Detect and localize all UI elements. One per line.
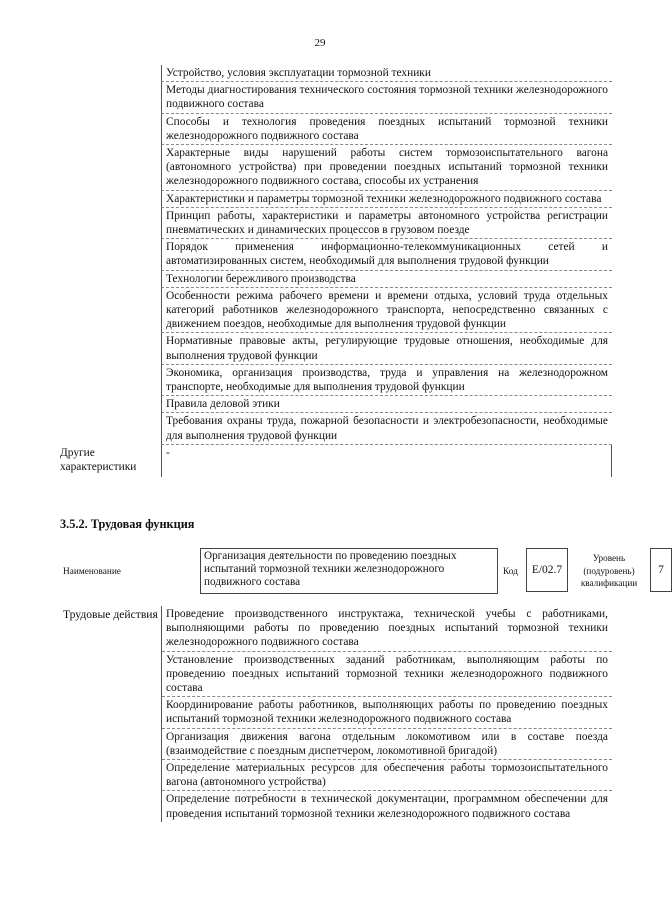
page-number: 29 xyxy=(314,37,326,49)
knowledge-item: Порядок применения информационно-телекоммуникационных сетей и автоматизированных систем, необходимый для выполнения трудовой функции xyxy=(161,239,612,270)
function-name: Организация деятельности по проведению поездных испытаний тормозной техники железнодорожного подвижного состава xyxy=(200,548,498,594)
name-label: Наименование xyxy=(63,567,121,577)
knowledge-item: Экономика, организация производства, труда и управления на железнодорожном транспорте, необходимые для выполнения трудовой функции xyxy=(161,365,612,396)
knowledge-item: Правила деловой этики xyxy=(161,396,612,413)
function-header xyxy=(60,546,664,594)
labor-action-item: Координирование работы работников, выполняющих работы по проведению поездных испытаний тормозной техники железнодорожного подвижного состава xyxy=(162,697,612,728)
other-characteristics-value: - xyxy=(161,445,612,477)
qualification-level-label: Уровень (подуровень) квалификации xyxy=(580,553,638,588)
knowledge-item: Способы и технология проведения поездных испытаний тормозной техники железнодорожного подвижного состава xyxy=(161,114,612,145)
labor-action-item: Организация движения вагона отдельным локомотивом или в составе поезда (взаимодействие с поездным диспетчером, локомотивной бригадой) xyxy=(162,729,612,760)
knowledge-item: Технологии бережливого производства xyxy=(161,271,612,288)
labor-actions-table xyxy=(60,606,612,822)
qualification-level-value: 7 xyxy=(650,548,672,592)
knowledge-item: Методы диагностирования технического состояния тормозной техники железнодорожного подвижного состава xyxy=(161,82,612,113)
knowledge-item: Характерные виды нарушений работы систем тормозоиспытательного вагона (автономного устройства) при проведении поездных испытаний тормозной техники железнодорожного подвижного состава, способы их устранения xyxy=(161,145,612,191)
labor-action-item: Определение материальных ресурсов для обеспечения работы тормозоиспытательного вагона (автономного устройства) xyxy=(162,760,612,791)
code-value: E/02.7 xyxy=(526,548,568,592)
knowledge-item: Нормативные правовые акты, регулирующие трудовые отношения, необходимые для выполнения трудовой функции xyxy=(161,333,612,364)
labor-action-item: Проведение производственного инструктажа, технической учебы с работниками, выполняющими работы по проведению поездных испытаний тормозной техники железнодорожного подвижного состава xyxy=(162,606,612,652)
knowledge-table xyxy=(60,65,612,477)
section-title: 3.5.2. Трудовая функция xyxy=(60,517,195,531)
knowledge-item: Характеристики и параметры тормозной техники железнодорожного подвижного состава xyxy=(161,191,612,208)
knowledge-item: Требования охраны труда, пожарной безопасности и электробезопасности, необходимые для выполнения трудовой функции xyxy=(161,413,612,444)
other-characteristics-label: Другие характеристики xyxy=(60,446,137,474)
labor-action-item: Определение потребности в технической документации, программном обеспечении для проведения испытаний тормозной техники железнодорожного подвижного состава xyxy=(166,793,608,820)
labor-actions-label: Трудовые действия xyxy=(63,608,158,621)
knowledge-item: Особенности режима рабочего времени и времени отдыха, условий труда отдельных категорий работников железнодорожного транспорта, непосредственно связанных с движением поездов, необходимые для выполнения трудовой функции xyxy=(161,288,612,334)
labor-action-item: Установление производственных заданий работникам, выполняющим работы по проведению поездных испытаний тормозной техники железнодорожного подвижного состава xyxy=(162,652,612,698)
knowledge-item: Принцип работы, характеристики и параметры автономного устройства регистрации пневматических и динамических процессов в грузовом поезде xyxy=(161,208,612,239)
knowledge-item: Устройство, условия эксплуатации тормозной техники xyxy=(161,65,612,82)
code-label: Код xyxy=(503,567,518,577)
